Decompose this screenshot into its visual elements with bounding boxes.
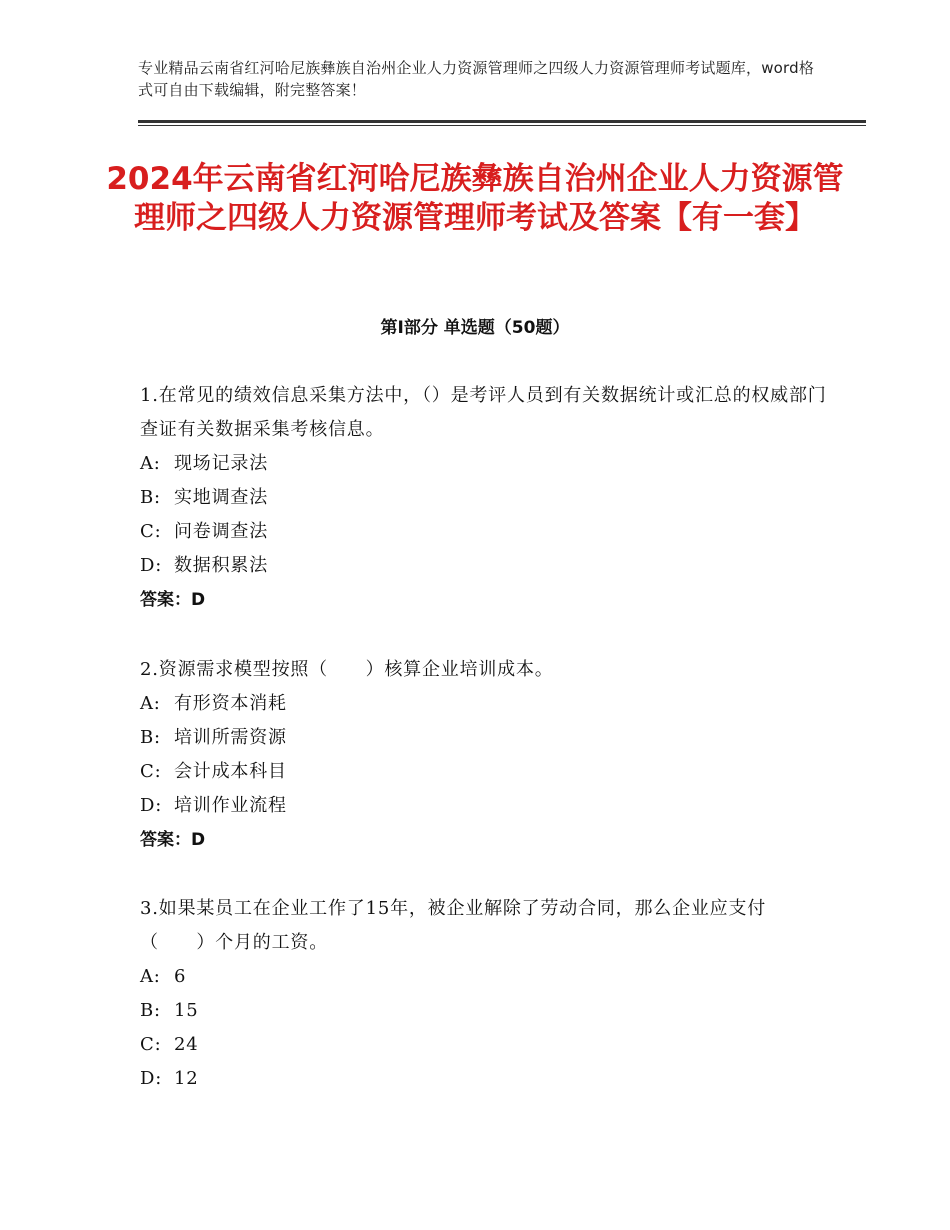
option-label: A:	[140, 966, 161, 987]
option-label: D:	[140, 555, 163, 576]
section-title: 第Ⅰ部分 单选题（50题）	[380, 318, 570, 338]
option-c	[140, 1028, 830, 1062]
option-label: A:	[140, 453, 161, 474]
option-label: A:	[140, 693, 161, 714]
header-divider-thick	[138, 120, 866, 123]
option-a	[140, 960, 830, 994]
option-text: 数据积累法	[174, 555, 268, 576]
option-text: 现场记录法	[174, 453, 268, 474]
option-c	[140, 755, 830, 789]
header-divider-thin	[138, 125, 866, 126]
option-label: C:	[140, 521, 162, 542]
option-text: 会计成本科目	[174, 761, 287, 782]
option-text: 有形资本消耗	[174, 693, 287, 714]
option-label: B:	[140, 727, 161, 748]
header-note: 专业精品云南省红河哈尼族彝族自治州企业人力资源管理师之四级人力资源管理师考试题库，word格式可自由下载编辑，附完整答案！	[138, 59, 815, 99]
question-3	[140, 892, 830, 1096]
question-stem: 3.如果某员工在企业工作了15年，被企业解除了劳动合同，那么企业应支付（ ）个月的工资。	[140, 898, 767, 953]
option-b	[140, 481, 830, 515]
answer: 答案：D	[140, 590, 206, 610]
option-text: 24	[174, 1034, 199, 1055]
option-label: D:	[140, 1068, 163, 1089]
question-2	[140, 653, 830, 857]
question-stem: 1.在常见的绩效信息采集方法中，（）是考评人员到有关数据统计或汇总的权威部门查证有关数据采集考核信息。	[140, 385, 827, 440]
option-d	[140, 789, 830, 823]
option-b	[140, 721, 830, 755]
option-text: 实地调查法	[174, 487, 268, 508]
option-text: 问卷调查法	[174, 521, 268, 542]
option-text: 15	[174, 1000, 199, 1021]
option-d	[140, 549, 830, 583]
option-label: B:	[140, 487, 161, 508]
option-label: B:	[140, 1000, 161, 1021]
question-1	[140, 379, 830, 617]
option-label: C:	[140, 761, 162, 782]
option-label: C:	[140, 1034, 162, 1055]
option-text: 12	[174, 1068, 199, 1089]
option-a	[140, 447, 830, 481]
question-stem: 2.资源需求模型按照（ ）核算企业培训成本。	[140, 659, 554, 680]
option-c	[140, 515, 830, 549]
option-a	[140, 687, 830, 721]
option-text: 6	[174, 966, 187, 987]
option-b	[140, 994, 830, 1028]
option-text: 培训所需资源	[174, 727, 287, 748]
option-text: 培训作业流程	[174, 795, 287, 816]
option-d	[140, 1062, 830, 1096]
answer: 答案：D	[140, 830, 206, 850]
option-label: D:	[140, 795, 163, 816]
document-title: 2024年云南省红河哈尼族彝族自治州企业人力资源管理师之四级人力资源管理师考试及答案【有一套】	[106, 161, 844, 236]
